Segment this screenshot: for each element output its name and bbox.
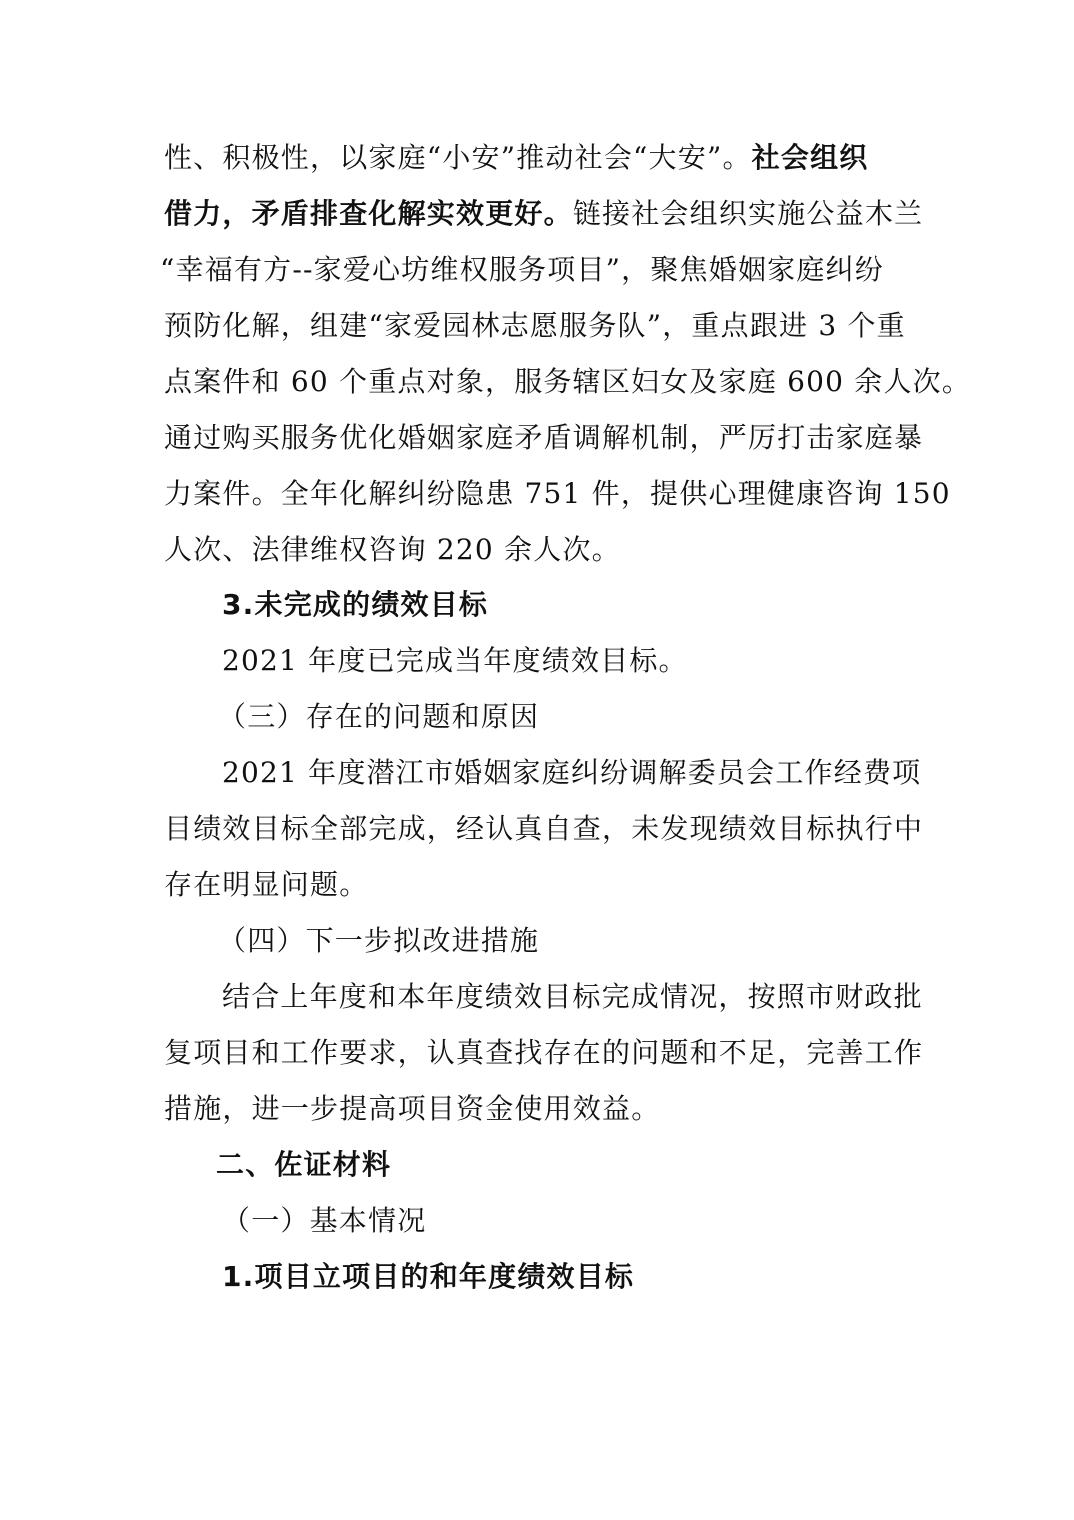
paragraph-line: 点案件和 60 个重点对象，服务辖区妇女及家庭 600 余人次。 — [164, 365, 972, 398]
paragraph-line: “幸福有方--家爱心坊维权服务项目”，聚焦婚姻家庭纠纷 — [160, 253, 884, 286]
paragraph-line: 复项目和工作要求，认真查找存在的问题和不足，完善工作 — [164, 1036, 924, 1069]
section-heading-evidence: 二、佐证材料 — [216, 1148, 392, 1181]
paragraph-line — [164, 194, 923, 234]
paragraph-line: 结合上年度和本年度绩效目标完成情况，按照市财政批 — [222, 980, 923, 1013]
paragraph-line: 通过购买服务优化婚姻家庭矛盾调解机制，严厉打击家庭暴 — [164, 421, 924, 454]
subsection-heading-basic: （一）基本情况 — [222, 1204, 427, 1237]
paragraph-line — [164, 138, 868, 178]
section-heading-next-steps: （四）下一步拟改进措施 — [218, 924, 540, 957]
inline-bold-heading: 社会组织 — [751, 141, 869, 174]
item-heading-project-goals: 1.项目立项目的和年度绩效目标 — [222, 1260, 635, 1293]
body-text: 性、积极性，以家庭“小安”推动社会“大安”。 — [164, 141, 752, 174]
paragraph-line: 目绩效目标全部完成，经认真自查，未发现绩效目标执行中 — [164, 812, 924, 845]
paragraph-line: 2021 年度已完成当年度绩效目标。 — [222, 644, 688, 677]
paragraph-line: 预防化解，组建“家爱园林志愿服务队”，重点跟进 3 个重 — [164, 309, 906, 342]
inline-bold-heading: 借力，矛盾排查化解实效更好。 — [164, 197, 573, 230]
section-heading-problems: （三）存在的问题和原因 — [218, 700, 540, 733]
paragraph-line: 存在明显问题。 — [164, 868, 369, 901]
section-heading-unfinished: 3.未完成的绩效目标 — [222, 588, 489, 621]
body-text: 链接社会组织实施公益木兰 — [572, 197, 924, 230]
paragraph-line: 措施，进一步提高项目资金使用效益。 — [164, 1092, 661, 1125]
paragraph-line: 2021 年度潜江市婚姻家庭纠纷调解委员会工作经费项 — [222, 756, 922, 789]
paragraph-line: 人次、法律维权咨询 220 余人次。 — [164, 533, 621, 566]
paragraph-line: 力案件。全年化解纠纷隐患 751 件，提供心理健康咨询 150 — [164, 477, 951, 510]
